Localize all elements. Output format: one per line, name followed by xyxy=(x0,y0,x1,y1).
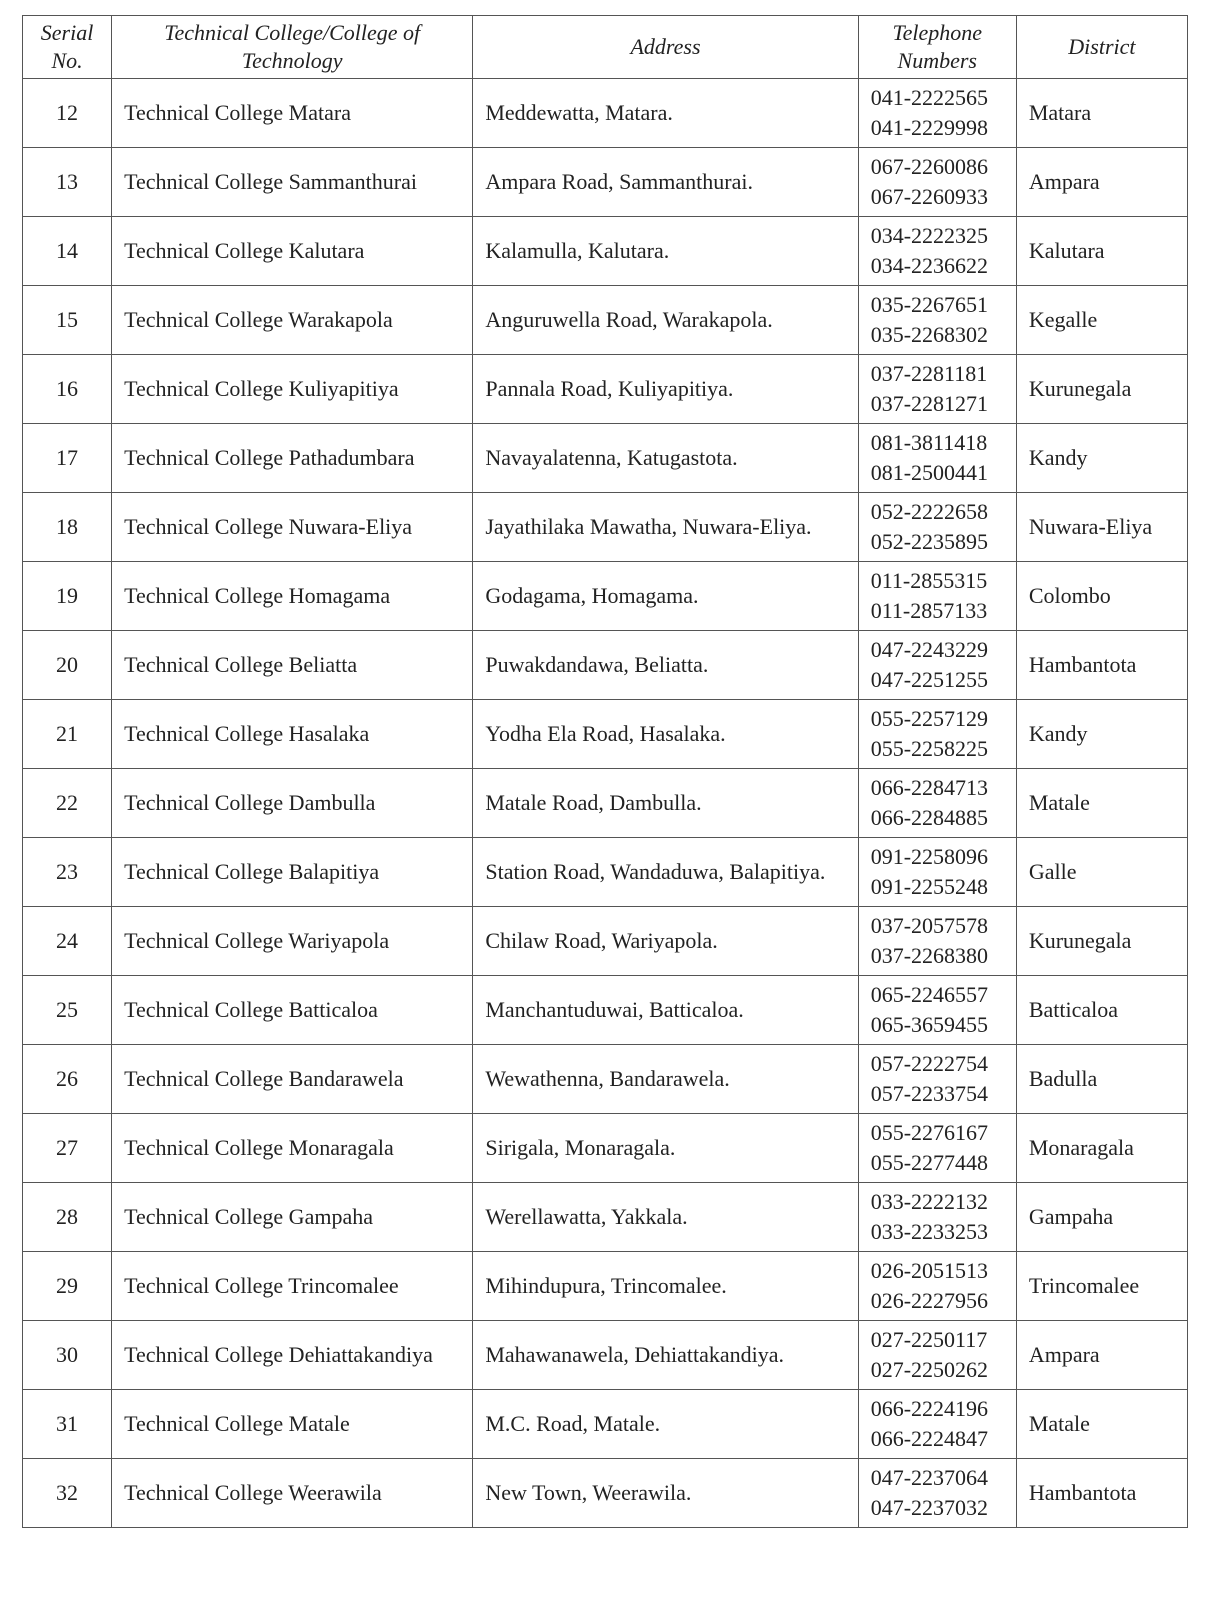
serial-cell: 30 xyxy=(23,1321,112,1390)
telephone-number: 052-2235895 xyxy=(870,529,989,554)
telephone-number: 027-2250117 xyxy=(870,1327,988,1352)
table-row xyxy=(23,286,1188,355)
telephone-number: 047-2237064 xyxy=(870,1465,989,1490)
college-cell: Technical College Dambulla xyxy=(112,769,473,838)
header-district: District xyxy=(1016,16,1187,79)
table-body xyxy=(23,79,1188,1528)
telephone-cell xyxy=(858,907,1016,976)
telephone-cell xyxy=(858,1390,1016,1459)
address-cell: Jayathilaka Mawatha, Nuwara-Eliya. xyxy=(473,493,858,562)
address-cell: Wewathenna, Bandarawela. xyxy=(473,1045,858,1114)
telephone-number: 055-2277448 xyxy=(870,1150,989,1175)
district-cell: Matara xyxy=(1016,79,1187,148)
district-cell: Batticaloa xyxy=(1016,976,1187,1045)
table-row xyxy=(23,217,1188,286)
address-cell: Ampara Road, Sammanthurai. xyxy=(473,148,858,217)
address-cell: Kalamulla, Kalutara. xyxy=(473,217,858,286)
address-cell: Manchantuduwai, Batticaloa. xyxy=(473,976,858,1045)
telephone-number: 047-2237032 xyxy=(870,1495,989,1520)
serial-cell: 17 xyxy=(23,424,112,493)
telephone-number: 066-2284713 xyxy=(870,775,989,800)
district-cell: Kandy xyxy=(1016,700,1187,769)
telephone-number: 066-2224196 xyxy=(870,1396,989,1421)
district-cell: Kurunegala xyxy=(1016,907,1187,976)
table-row xyxy=(23,148,1188,217)
telephone-number: 034-2236622 xyxy=(870,253,989,278)
telephone-cell xyxy=(858,1045,1016,1114)
telephone-number: 065-3659455 xyxy=(870,1012,989,1037)
address-cell: Yodha Ela Road, Hasalaka. xyxy=(473,700,858,769)
address-cell: New Town, Weerawila. xyxy=(473,1459,858,1528)
telephone-cell xyxy=(858,493,1016,562)
address-cell: Matale Road, Dambulla. xyxy=(473,769,858,838)
telephone-number: 066-2284885 xyxy=(870,805,989,830)
telephone-number: 067-2260086 xyxy=(870,154,989,179)
address-cell: Station Road, Wandaduwa, Balapitiya. xyxy=(473,838,858,907)
serial-cell: 13 xyxy=(23,148,112,217)
telephone-number: 066-2224847 xyxy=(870,1426,989,1451)
table-row xyxy=(23,907,1188,976)
college-cell: Technical College Hasalaka xyxy=(112,700,473,769)
serial-cell: 26 xyxy=(23,1045,112,1114)
college-cell: Technical College Monaragala xyxy=(112,1114,473,1183)
district-cell: Kalutara xyxy=(1016,217,1187,286)
college-cell: Technical College Gampaha xyxy=(112,1183,473,1252)
telephone-number: 081-2500441 xyxy=(870,460,989,485)
telephone-cell xyxy=(858,286,1016,355)
district-cell: Matale xyxy=(1016,1390,1187,1459)
district-cell: Ampara xyxy=(1016,148,1187,217)
college-cell: Technical College Trincomalee xyxy=(112,1252,473,1321)
table-row xyxy=(23,1252,1188,1321)
serial-cell: 29 xyxy=(23,1252,112,1321)
telephone-number: 035-2268302 xyxy=(870,322,989,347)
address-cell: Godagama, Homagama. xyxy=(473,562,858,631)
telephone-number: 091-2255248 xyxy=(870,874,989,899)
telephone-cell xyxy=(858,1321,1016,1390)
district-cell: Trincomalee xyxy=(1016,1252,1187,1321)
district-cell: Gampaha xyxy=(1016,1183,1187,1252)
telephone-cell xyxy=(858,1114,1016,1183)
telephone-number: 091-2258096 xyxy=(870,844,989,869)
telephone-number: 067-2260933 xyxy=(870,184,989,209)
table-row xyxy=(23,1045,1188,1114)
telephone-cell xyxy=(858,769,1016,838)
telephone-cell xyxy=(858,424,1016,493)
college-cell: Technical College Beliatta xyxy=(112,631,473,700)
table-row xyxy=(23,838,1188,907)
telephone-cell xyxy=(858,79,1016,148)
telephone-number: 033-2233253 xyxy=(870,1219,989,1244)
table-row xyxy=(23,79,1188,148)
table-row xyxy=(23,424,1188,493)
telephone-number: 027-2250262 xyxy=(870,1357,989,1382)
telephone-cell xyxy=(858,976,1016,1045)
district-cell: Nuwara-Eliya xyxy=(1016,493,1187,562)
district-cell: Hambantota xyxy=(1016,631,1187,700)
district-cell: Colombo xyxy=(1016,562,1187,631)
telephone-number: 011-2857133 xyxy=(870,598,988,623)
address-cell: Puwakdandawa, Beliatta. xyxy=(473,631,858,700)
table-row xyxy=(23,1114,1188,1183)
telephone-cell xyxy=(858,700,1016,769)
serial-cell: 22 xyxy=(23,769,112,838)
serial-cell: 18 xyxy=(23,493,112,562)
serial-cell: 12 xyxy=(23,79,112,148)
telephone-number: 037-2057578 xyxy=(870,913,989,938)
college-cell: Technical College Warakapola xyxy=(112,286,473,355)
serial-cell: 16 xyxy=(23,355,112,424)
college-cell: Technical College Kuliyapitiya xyxy=(112,355,473,424)
college-cell: Technical College Dehiattakandiya xyxy=(112,1321,473,1390)
college-cell: Technical College Nuwara-Eliya xyxy=(112,493,473,562)
telephone-number: 034-2222325 xyxy=(870,223,989,248)
table-row xyxy=(23,1321,1188,1390)
telephone-number: 065-2246557 xyxy=(870,982,989,1007)
college-cell: Technical College Batticaloa xyxy=(112,976,473,1045)
telephone-cell xyxy=(858,217,1016,286)
address-cell: Pannala Road, Kuliyapitiya. xyxy=(473,355,858,424)
telephone-cell xyxy=(858,355,1016,424)
telephone-number: 026-2051513 xyxy=(870,1258,989,1283)
address-cell: Chilaw Road, Wariyapola. xyxy=(473,907,858,976)
table-row xyxy=(23,493,1188,562)
table-row xyxy=(23,355,1188,424)
telephone-number: 041-2229998 xyxy=(870,115,989,140)
colleges-table xyxy=(22,15,1188,1528)
telephone-number: 035-2267651 xyxy=(870,292,989,317)
telephone-cell xyxy=(858,1183,1016,1252)
college-cell: Technical College Sammanthurai xyxy=(112,148,473,217)
college-cell: Technical College Weerawila xyxy=(112,1459,473,1528)
serial-cell: 23 xyxy=(23,838,112,907)
serial-cell: 15 xyxy=(23,286,112,355)
district-cell: Badulla xyxy=(1016,1045,1187,1114)
telephone-number: 057-2233754 xyxy=(870,1081,989,1106)
telephone-number: 052-2222658 xyxy=(870,499,989,524)
telephone-number: 037-2281181 xyxy=(870,361,988,386)
telephone-number: 055-2276167 xyxy=(870,1120,989,1145)
telephone-number: 011-2855315 xyxy=(870,568,988,593)
telephone-number: 033-2222132 xyxy=(870,1189,989,1214)
serial-cell: 24 xyxy=(23,907,112,976)
telephone-number: 041-2222565 xyxy=(870,85,989,110)
address-cell: Mahawanawela, Dehiattakandiya. xyxy=(473,1321,858,1390)
telephone-number: 047-2251255 xyxy=(870,667,989,692)
header-address: Address xyxy=(473,16,858,79)
table-row xyxy=(23,976,1188,1045)
table-row xyxy=(23,700,1188,769)
district-cell: Monaragala xyxy=(1016,1114,1187,1183)
header-college: Technical College/College of Technology xyxy=(112,16,473,79)
address-cell: Navayalatenna, Katugastota. xyxy=(473,424,858,493)
district-cell: Kandy xyxy=(1016,424,1187,493)
header-serial: Serial No. xyxy=(23,16,112,79)
telephone-cell xyxy=(858,631,1016,700)
address-cell: Anguruwella Road, Warakapola. xyxy=(473,286,858,355)
table-row xyxy=(23,631,1188,700)
address-cell: M.C. Road, Matale. xyxy=(473,1390,858,1459)
college-cell: Technical College Balapitiya xyxy=(112,838,473,907)
address-cell: Werellawatta, Yakkala. xyxy=(473,1183,858,1252)
college-cell: Technical College Bandarawela xyxy=(112,1045,473,1114)
address-cell: Meddewatta, Matara. xyxy=(473,79,858,148)
serial-cell: 25 xyxy=(23,976,112,1045)
telephone-number: 055-2258225 xyxy=(870,736,989,761)
district-cell: Matale xyxy=(1016,769,1187,838)
serial-cell: 32 xyxy=(23,1459,112,1528)
telephone-number: 026-2227956 xyxy=(870,1288,989,1313)
college-cell: Technical College Kalutara xyxy=(112,217,473,286)
table-row xyxy=(23,562,1188,631)
table-row xyxy=(23,769,1188,838)
serial-cell: 31 xyxy=(23,1390,112,1459)
college-cell: Technical College Homagama xyxy=(112,562,473,631)
college-cell: Technical College Matara xyxy=(112,79,473,148)
college-cell: Technical College Wariyapola xyxy=(112,907,473,976)
telephone-number: 037-2281271 xyxy=(870,391,989,416)
address-cell: Mihindupura, Trincomalee. xyxy=(473,1252,858,1321)
serial-cell: 19 xyxy=(23,562,112,631)
district-cell: Galle xyxy=(1016,838,1187,907)
header-row xyxy=(23,16,1188,79)
table-row xyxy=(23,1390,1188,1459)
header-telephone: Telephone Numbers xyxy=(858,16,1016,79)
serial-cell: 27 xyxy=(23,1114,112,1183)
table-row xyxy=(23,1183,1188,1252)
telephone-cell xyxy=(858,148,1016,217)
serial-cell: 21 xyxy=(23,700,112,769)
district-cell: Hambantota xyxy=(1016,1459,1187,1528)
telephone-number: 055-2257129 xyxy=(870,706,989,731)
district-cell: Kegalle xyxy=(1016,286,1187,355)
address-cell: Sirigala, Monaragala. xyxy=(473,1114,858,1183)
telephone-number: 047-2243229 xyxy=(870,637,989,662)
district-cell: Kurunegala xyxy=(1016,355,1187,424)
serial-cell: 14 xyxy=(23,217,112,286)
telephone-cell xyxy=(858,838,1016,907)
college-cell: Technical College Pathadumbara xyxy=(112,424,473,493)
table-row xyxy=(23,1459,1188,1528)
telephone-cell xyxy=(858,1252,1016,1321)
telephone-number: 081-3811418 xyxy=(870,430,988,455)
serial-cell: 20 xyxy=(23,631,112,700)
serial-cell: 28 xyxy=(23,1183,112,1252)
telephone-number: 037-2268380 xyxy=(870,943,989,968)
district-cell: Ampara xyxy=(1016,1321,1187,1390)
telephone-number: 057-2222754 xyxy=(870,1051,989,1076)
telephone-cell xyxy=(858,562,1016,631)
college-cell: Technical College Matale xyxy=(112,1390,473,1459)
telephone-cell xyxy=(858,1459,1016,1528)
